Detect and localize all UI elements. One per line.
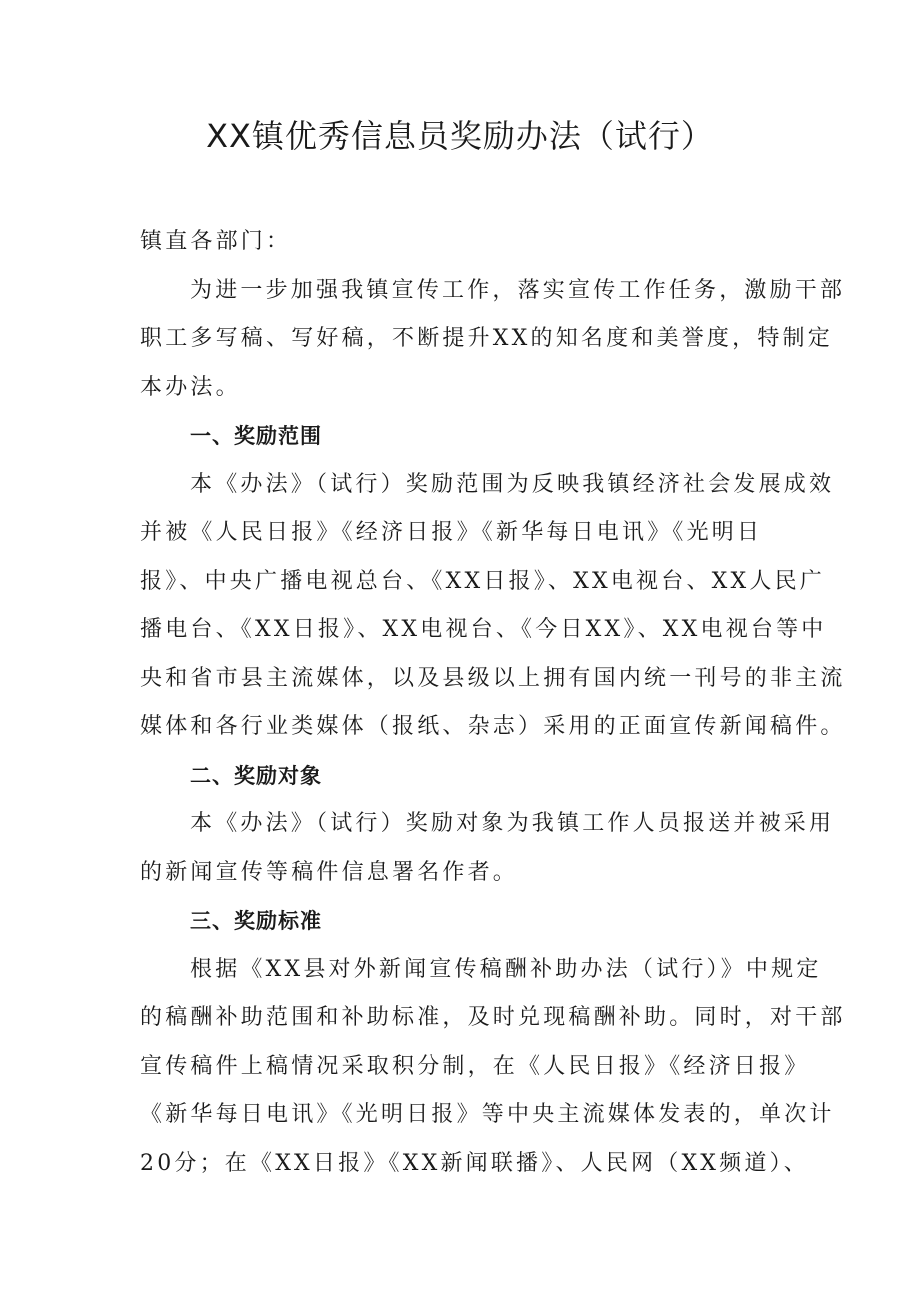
paragraph-line: 媒体和各行业类媒体（报纸、杂志）采用的正面宣传新闻稿件。	[140, 714, 846, 739]
intro-paragraph	[140, 267, 846, 413]
paragraph-line: 报》、中央广播电视总台、《XX日报》、XX电视台、XX人民广	[140, 568, 825, 594]
paragraph-line: 的新闻宣传等稿件信息署名作者。	[140, 859, 519, 885]
paragraph-line: 根据《XX县对外新闻宣传稿酬补助办法（试行）》中规定	[190, 956, 822, 982]
paragraph-line: 的稿酬补助范围和补助标准，及时兑现稿酬补助。同时，对干部	[140, 1005, 846, 1030]
document-title: XX镇优秀信息员奖励办法（试行）	[206, 117, 714, 155]
intro-line: 职工多写稿、写好稿，不断提升XX的知名度和美誉度，特制定	[140, 326, 833, 351]
document-body	[140, 218, 846, 1188]
paragraph-line: 央和省市县主流媒体，以及县级以上拥有国内统一刊号的非主流	[140, 665, 846, 691]
paragraph-line: 播电台、《XX日报》、XX电视台、《今日XX》、XX电视台等中	[140, 617, 827, 642]
paragraph-line: 本《办法》（试行）奖励对象为我镇工作人员报送并被采用	[190, 811, 835, 836]
section-heading-scope: 一、奖励范围	[190, 424, 322, 448]
paragraph-line: 《新华每日电讯》《光明日报》等中央主流媒体发表的，单次计	[140, 1102, 835, 1127]
intro-line: 本办法。	[140, 374, 241, 400]
section-paragraph-standard	[140, 946, 846, 1189]
section-paragraph-target	[140, 800, 835, 897]
paragraph-line: 并被《人民日报》《经济日报》《新华每日电讯》《光明日	[140, 520, 763, 545]
paragraph-line: 20分；在《XX日报》《XX新闻联播》、人民网（XX频道）、	[140, 1150, 809, 1176]
paragraph-line: 宣传稿件上稿情况采取积分制，在《人民日报》《经济日报》	[140, 1053, 810, 1079]
section-paragraph-scope	[140, 461, 846, 752]
paragraph-line: 本《办法》（试行）奖励范围为反映我镇经济社会发展成效	[190, 471, 835, 497]
intro-line: 为进一步加强我镇宣传工作，落实宣传工作任务，激励干部	[190, 277, 846, 303]
section-heading-target: 二、奖励对象	[190, 763, 322, 788]
section-heading-standard: 三、奖励标准	[190, 909, 322, 933]
salutation: 镇直各部门：	[140, 229, 292, 254]
